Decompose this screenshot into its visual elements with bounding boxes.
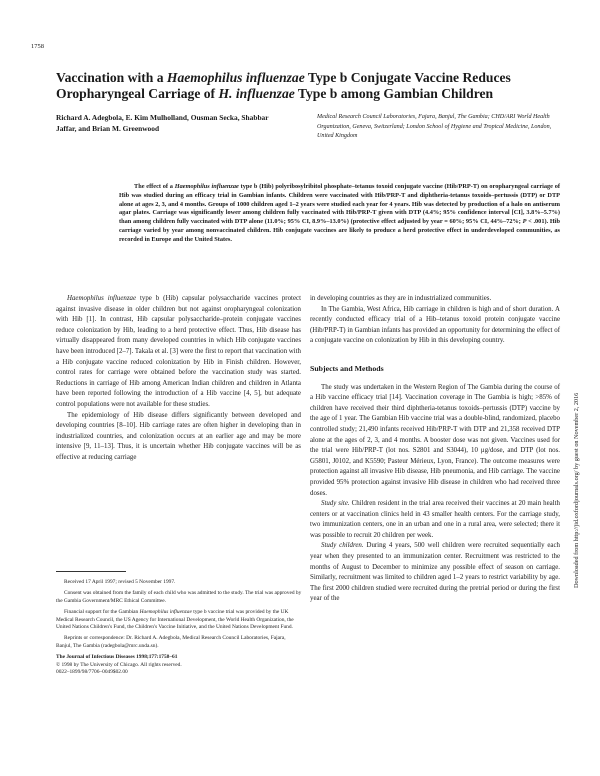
copyright-line: © 1998 by The University of Chicago. All rights reserved. — [56, 661, 182, 668]
body-column-right — [310, 294, 560, 605]
journal-info — [56, 654, 302, 676]
journal-citation: The Journal of Infectious Diseases 1998;177:1758–61 — [56, 654, 178, 661]
download-side-note: Downloaded from http://jid.oxfordjournals.org/ by guest on November 2, 2016 — [573, 392, 580, 588]
methods-study-site: Study site. Children resident in the trial area received their vaccines at 20 main health centers or at vaccination clinics held in 43 smaller health centers. For the carriage study, two immunization centers, one in an urban and one in a rural area, were selected; there it was possible to recruit 20 children per week. — [310, 500, 561, 539]
intro-paragraph-continued: in developing countries as they are in industrialized communities. — [310, 295, 492, 302]
footnote-support: Financial support for the Gambian Haemophilus influenzae type b vaccine trial was provided by the UK Medical Research Council, the US Agency for International Development, the World Health Organization, the United Nations Children's Fund, the Children's Vaccine Initiative, and the United Nations Development Fund. — [56, 609, 294, 631]
footnote-divider — [56, 571, 126, 572]
affiliations: Medical Research Council Laboratories, Fajara, Banjul, The Gambia; CHD/ARI World Health Organization, Geneva, Switzerland; London School of Hygiene and Tropical Medicine, London, United Kingdom — [317, 114, 552, 140]
article-title: Vaccination with a Haemophilus influenzae Type b Conjugate Vaccine Reduces Oropharyngeal Carriage of H. influenzae Type b among Gambian Children — [56, 70, 511, 101]
abstract: The effect of a Haemophilus influenzae type b (Hib) polyribosylribitol phosphate–tetanus toxoid conjugate vaccine (Hib/PRP-T) on oropharyngeal carriage of Hib was studied during an efficacy trial in Gambian infants. Children were vaccinated with Hib/PRP-T and diphtheria-tetanus toxoids–pertussis (DTP) or DTP alone at ages 2, 3, and 4 months. Groups of 1000 children aged 1–2 years were studied each year for 4 years. Hib was detected by production of a halo on antiserum agar plates. Carriage was significantly lower among children fully vaccinated with Hib/PRP-T given with DTP (4.4%; 95% confidence interval [CI], 3.8%–5.7%) than among children fully vaccinated with DTP alone (11.0%; 95% CI, 8.9%–13.0%) (protective effect adjusted by year = 60%; 95% CI, 44%–72%; P < .001). Hib carriage varied by year among nonvaccinated children. Hib conjugate vaccines are likely to produce a herd protective effect in underdeveloped communities, as recorded in Europe and the United States. — [119, 183, 561, 243]
author-list: Richard A. Adegbola, E. Kim Mulholland, Ousman Secka, Shabbar Jaffar, and Brian M. Greenwood — [56, 113, 269, 133]
footnote-reprints: Reprints or correspondence: Dr. Richard A. Adegbola, Medical Research Council Laboratories, Fajara, Banjul, The Gambia (radegbola@mrc.unda.sn). — [56, 635, 286, 649]
intro-paragraph-2: The epidemiology of Hib disease differs significantly between developed and developing countries [8–10]. Hib carriage rates are often higher in developing than in industrialized countries, and colonization occurs at an earlier age and may be more intensive [9, 11–13]. Thus, it is uncertain whether Hib conjugate vaccines will be as effective at reducing carriage — [56, 411, 301, 461]
issn-line: 0022–1899/98/7706–0049$02.00 — [56, 669, 128, 676]
footnote-received: Received 17 April 1997; revised 5 November 1997. — [64, 579, 176, 585]
methods-study-children: Study children. During 4 years, 500 well children were recruited sequentially each year when they presented to an immunization center. Recruitment was restricted to the months of August to December to minimize any possible effect of season on carriage. Similarly, recruitment was limited to children aged 1–2 years to restrict variability by age. The first 2000 children studied were recruited during the pretrial period or during the first year of the — [310, 542, 560, 603]
intro-paragraph-1: Haemophilus influenzae type b (Hib) capsular polysaccharide vaccines protect against invasive disease in older children but not against oropharyngeal colonization with Hib [1]. In contrast, Hib capsular polysaccharide–protein conjugate vaccines reduce colonization by Hib, leading to a herd protective effect. Thus, Hib disease has virtually disappeared from many developed countries in which Hib conjugate vaccines have been introduced [2–7]. Takala et al. [3] were the first to report that vaccination with a Hib conjugate vaccine reduced colonization by Hib in Finish children. However, control rates for carriage were obtained before the vaccination study was started. Reductions in carriage of Hib among American Indian children and children in Atlanta have been reported following the introduction of a Hib vaccine [4, 5], but adequate control populations were not available for these studies. — [56, 295, 301, 408]
footnotes — [56, 579, 302, 676]
page-number: 1758 — [31, 43, 44, 50]
methods-paragraph-1: The study was undertaken in the Western Region of The Gambia during the course of a Hib vaccine efficacy trial [14]. Vaccination coverage in The Gambia is high; >85% of children have received their third diphtheria-tetanus toxoids–pertussis (DTP) vaccine by the age of 1 year. The Gambian Hib vaccine trial was a double-blind, randomized, placebo controlled study; 21,490 infants received Hib/PRP-T with DTP and 21,358 received DTP alone at the ages of 2, 3, and 4 months. A booster dose was not given. Vaccines used for the trial were Hib/PRP-T (lot nos. S2801 and S3044), 10 μg/dose, and DTP (lot nos. G5801, J0102, and K5590; Pasteur Mérieux, Lyon, France). The outcome measures were protection against all invasive Hib disease, Hib pneumonia, and Hib carriage. The vaccine provided 95% protection against invasive Hib disease in children who had received three doses. — [310, 383, 560, 497]
body-column-left — [56, 294, 301, 464]
intro-paragraph-3: In The Gambia, West Africa, Hib carriage in children is high and of short duration. A recently conducted efficacy trial of a Hib–tetanus toxoid protein conjugate vaccine (Hib/PRP-T) in Gambian infants has provided an opportunity for determining the effect of a conjugate vaccine on colonization by Hib in this developing country. — [310, 305, 560, 345]
section-heading: Subjects and Methods — [310, 363, 384, 373]
footnote-consent: Consent was obtained from the family of each child who was admitted to the study. The trial was approved by the Gambia Government/MRC Ethical Committee. — [56, 590, 302, 604]
